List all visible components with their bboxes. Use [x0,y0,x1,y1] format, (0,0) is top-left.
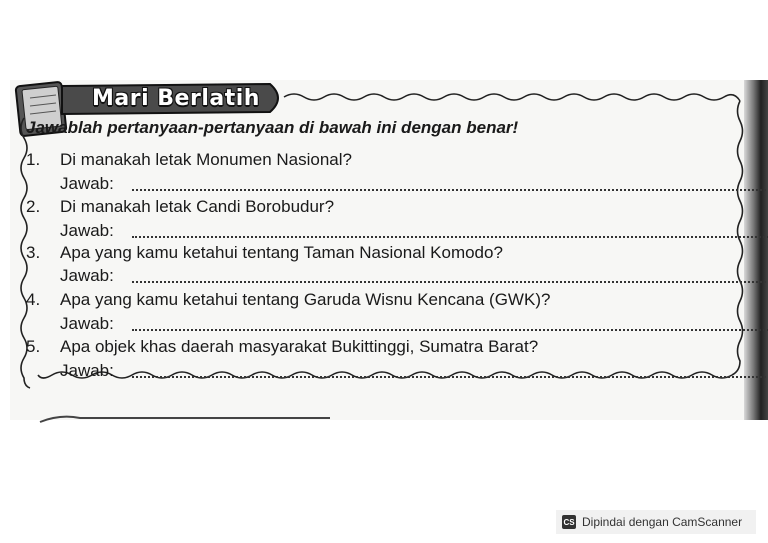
question-text: Di manakah letak Candi Borobudur? [60,197,335,216]
camscanner-text: Dipindai dengan CamScanner [582,515,743,529]
instruction-text: Jawablah pertanyaan-pertanyaan di bawah ini dengan benar! [26,118,519,137]
answer-label: Jawab: [60,174,114,193]
answer-line-5[interactable] [132,376,768,378]
question-text: Di manakah letak Monumen Nasional? [60,150,352,169]
section-title-badge: Mari Berlatih [92,86,260,111]
question-number: 2. [26,197,41,216]
answer-line-2[interactable] [132,236,768,238]
answer-label: Jawab: [60,266,114,285]
answer-label: Jawab: [60,314,114,333]
answer-line-3[interactable] [132,281,768,283]
answer-label: Jawab: [60,221,114,240]
answer-line-4[interactable] [132,329,768,331]
question-text: Apa objek khas daerah masyarakat Bukittinggi, Sumatra Barat? [60,337,539,356]
question-number: 4. [26,290,41,309]
question-text: Apa yang kamu ketahui tentang Taman Nasional Komodo? [60,243,503,262]
question-number: 5. [26,337,41,356]
answer-label: Jawab: [60,361,114,380]
camscanner-icon: CS [562,515,576,529]
answer-line-1[interactable] [132,189,768,191]
question-text: Apa yang kamu ketahui tentang Garuda Wisnu Kencana (GWK)? [60,290,551,309]
camscanner-watermark [556,510,756,534]
question-number: 1. [26,150,41,169]
question-number: 3. [26,243,41,262]
